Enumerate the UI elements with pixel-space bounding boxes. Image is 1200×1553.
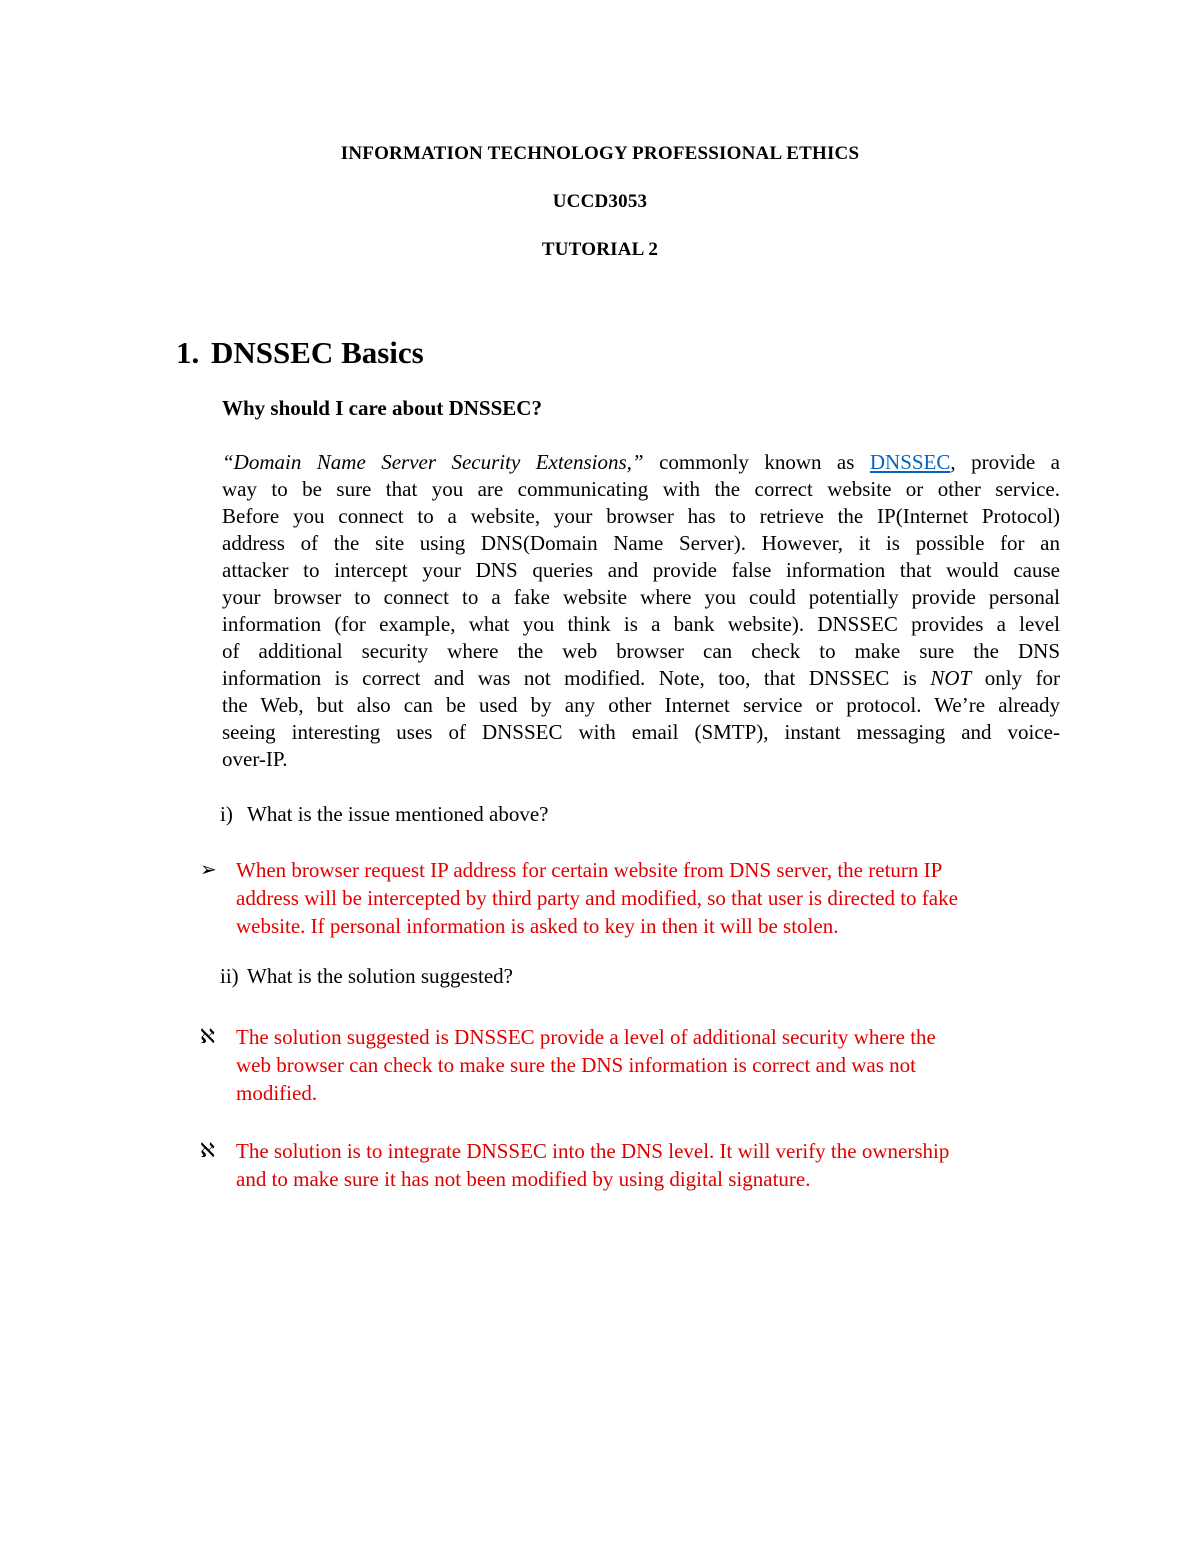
question-2 [220, 964, 513, 989]
section-subheading: Why should I care about DNSSEC? [222, 396, 542, 420]
paragraph-line: your browser to connect to a fake website where you could potentially provide personal [222, 585, 1060, 609]
paragraph-line: Before you connect to a website, your browser has to retrieve the IP(Internet Protocol) [222, 504, 1060, 528]
paragraph-line: the Web, but also can be used by any other Internet service or protocol. We’re already [222, 693, 1060, 717]
aleph-bullet-icon: ℵ [200, 1026, 215, 1048]
answer-line: modified. [236, 1081, 318, 1105]
answer-text [236, 1023, 1080, 1107]
course-title: INFORMATION TECHNOLOGY PROFESSIONAL ETHICS [340, 143, 860, 164]
answer-text [236, 1137, 1080, 1193]
question-1 [220, 802, 549, 827]
answer-text [236, 856, 1080, 940]
paragraph-quote: “Domain Name Server Security Extensions,” [222, 450, 644, 474]
intro-paragraph [222, 449, 1060, 773]
course-code: UCCD3053 [552, 191, 648, 212]
answer-line: The solution is to integrate DNSSEC into the DNS level. It will verify the ownership [236, 1139, 950, 1163]
paragraph-line: “Domain Name Server Security Extensions,” commonly known as DNSSEC, provide a [222, 450, 1060, 474]
answer-line: website. If personal information is asked to key in then it will be stolen. [236, 914, 839, 938]
paragraph-line: information is correct and was not modified. Note, too, that DNSSEC is NOT only for [222, 666, 1060, 690]
section-heading [176, 334, 424, 372]
paragraph-line: seeing interesting uses of DNSSEC with email (SMTP), instant messaging and voice- [222, 720, 1060, 744]
question-number: ii) [220, 964, 239, 988]
paragraph-line: attacker to intercept your DNS queries and provide false information that would cause [222, 558, 1060, 582]
answer-line: address will be intercepted by third party and modified, so that user is directed to fake [236, 886, 958, 910]
answer-line: web browser can check to make sure the DNS information is correct and was not [236, 1053, 916, 1077]
paragraph-line: information (for example, what you think is a bank website). DNSSEC provides a level [222, 612, 1060, 636]
section-number: 1. [176, 335, 200, 370]
answer-line: The solution suggested is DNSSEC provide a level of additional security where the [236, 1025, 936, 1049]
tutorial-label: TUTORIAL 2 [541, 239, 659, 260]
paragraph-line: of additional security where the web browser can check to make sure the DNS [222, 639, 1060, 663]
paragraph-line: way to be sure that you are communicating with the correct website or other service. [222, 477, 1060, 501]
aleph-bullet-icon: ℵ [200, 1140, 215, 1162]
answer-line: and to make sure it has not been modified by using digital signature. [236, 1167, 811, 1191]
arrow-bullet-icon: ➢ [200, 859, 217, 881]
paragraph-line: address of the site using DNS(Domain Name Server). However, it is possible for an [222, 531, 1060, 555]
question-text: What is the issue mentioned above? [247, 802, 549, 826]
emphasis-not: NOT [930, 666, 972, 690]
question-number: i) [220, 802, 233, 826]
question-text: What is the solution suggested? [247, 964, 513, 988]
paragraph-line: over-IP. [222, 747, 288, 771]
answer-line: When browser request IP address for certain website from DNS server, the return IP [236, 858, 943, 882]
dnssec-link[interactable]: DNSSEC [869, 450, 951, 474]
section-title: DNSSEC Basics [211, 335, 424, 370]
